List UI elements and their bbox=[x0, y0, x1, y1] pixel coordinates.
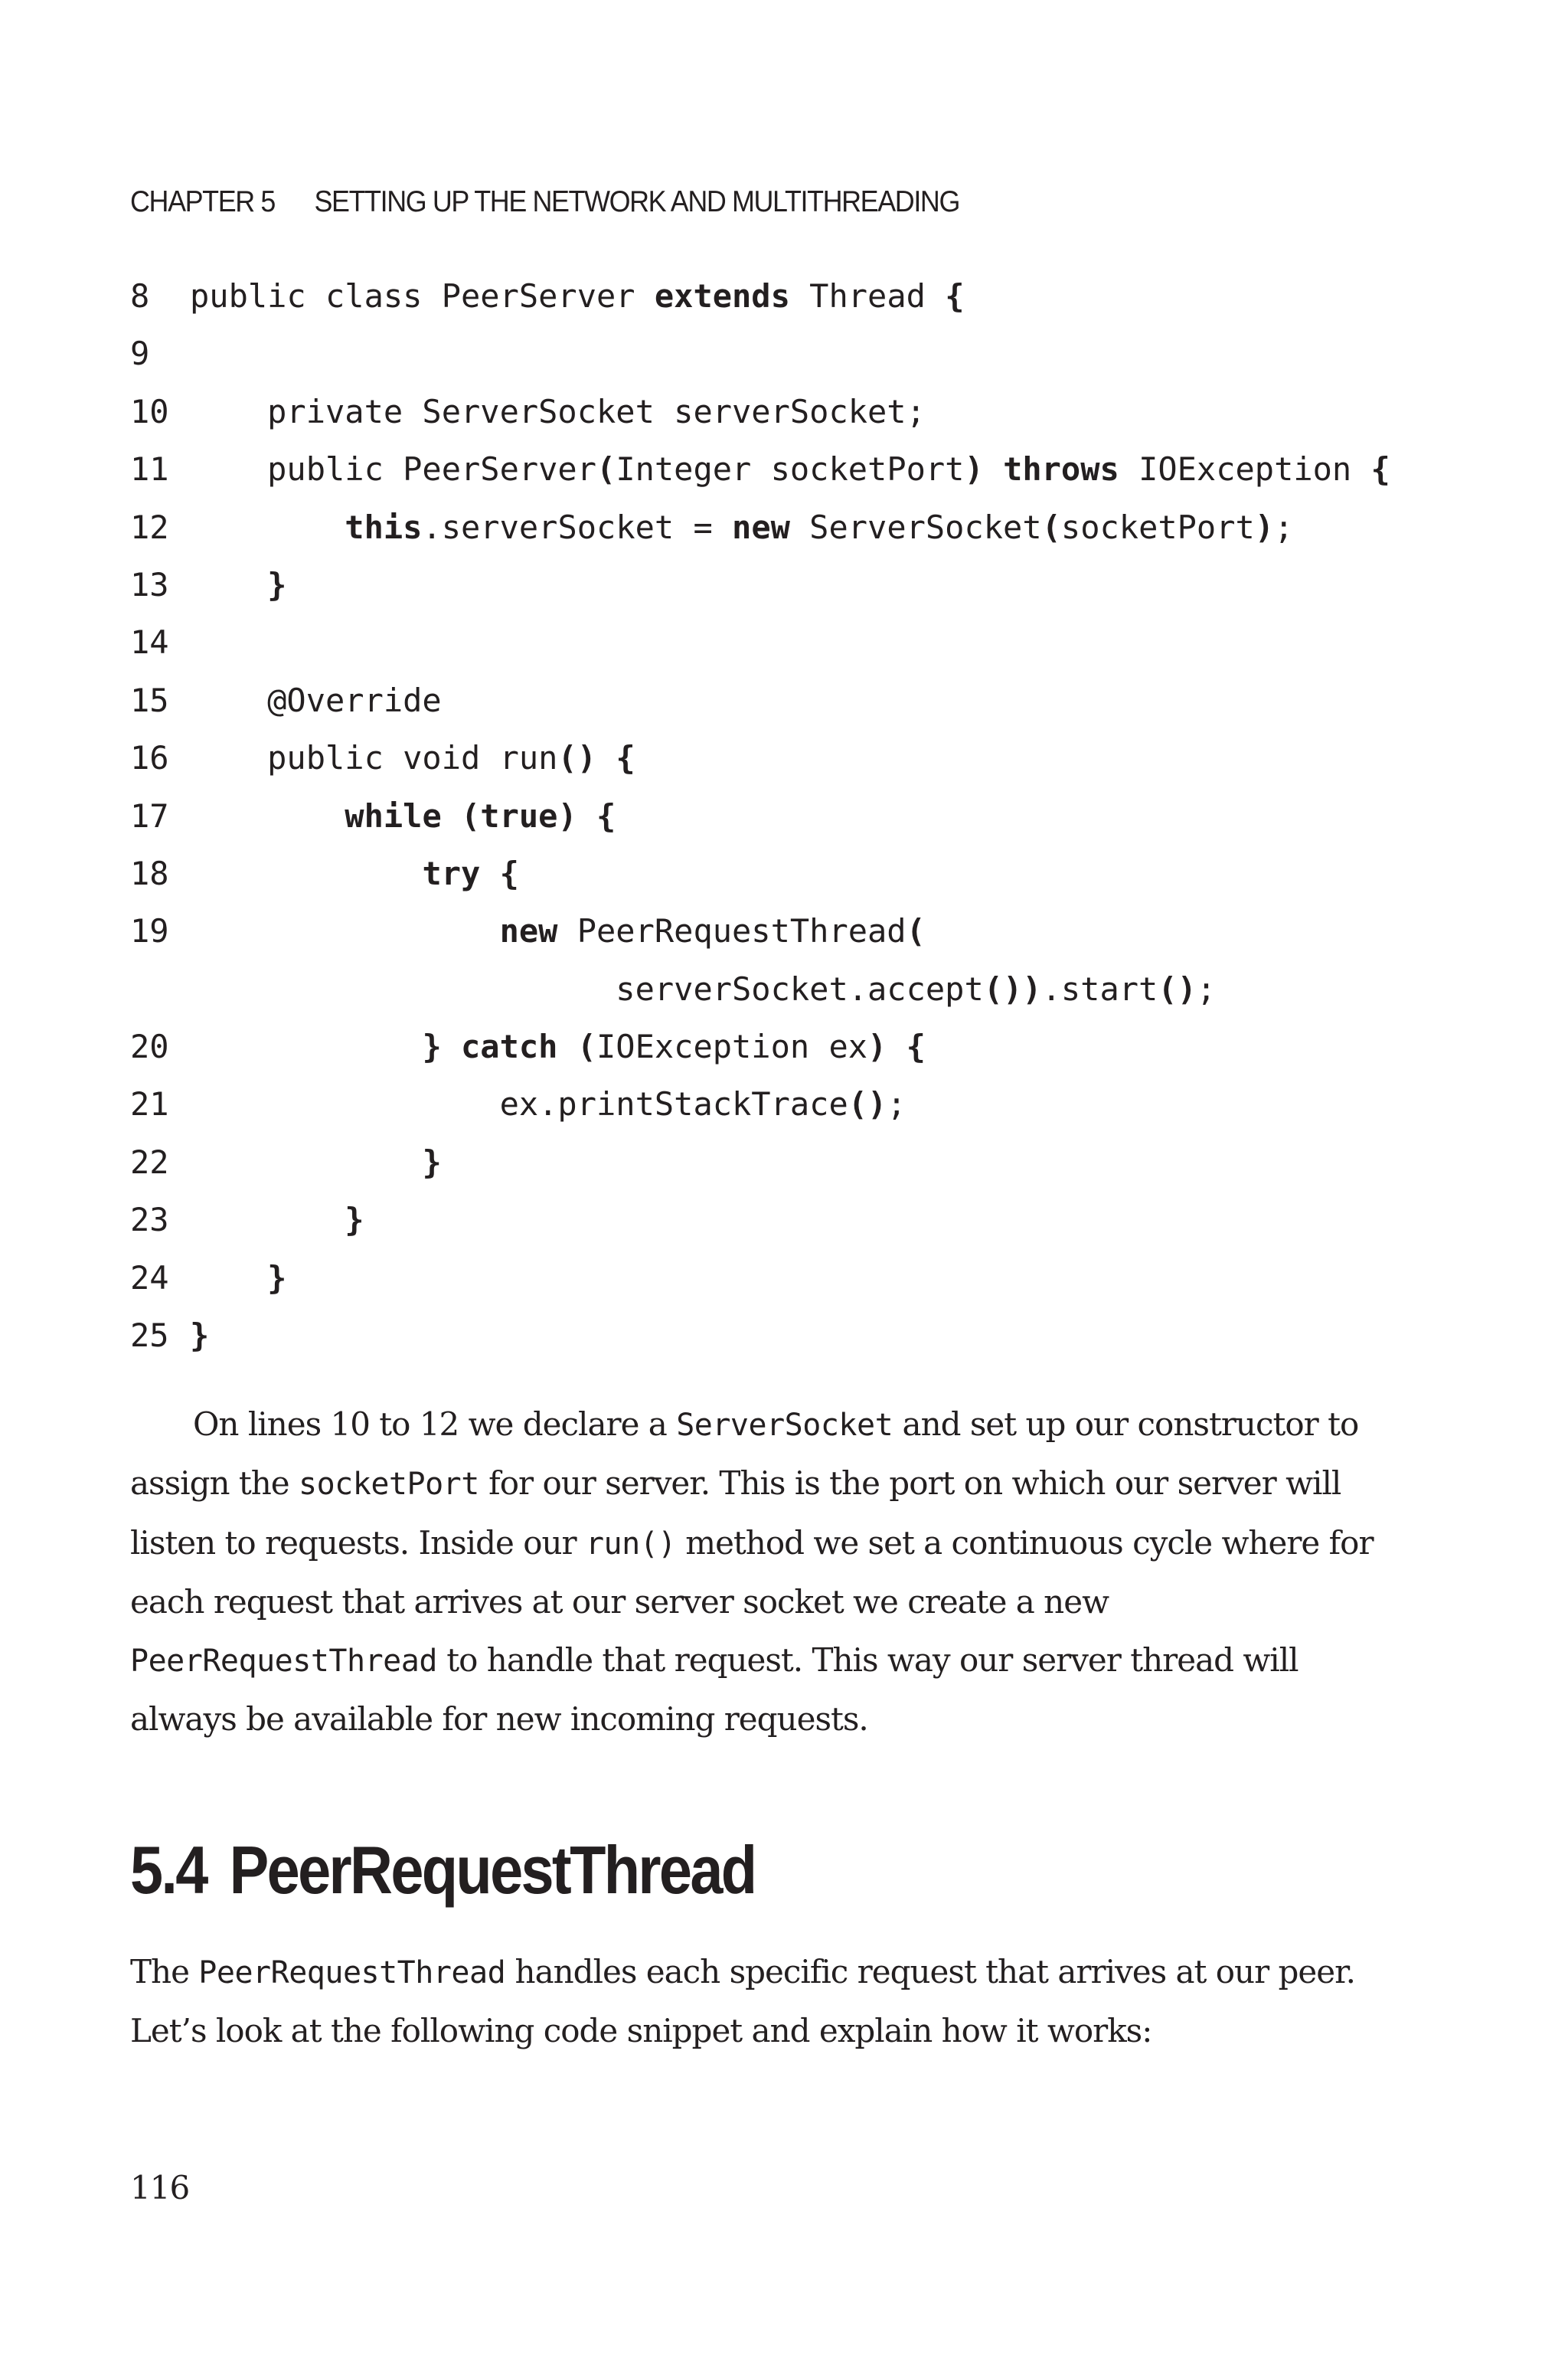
code-keyword: ) bbox=[1254, 508, 1275, 546]
code-text bbox=[190, 566, 267, 603]
line-number: 15 bbox=[130, 681, 169, 719]
code-keyword: } bbox=[267, 565, 287, 603]
code-line bbox=[130, 966, 1447, 1023]
code-keyword: ( bbox=[1041, 508, 1061, 546]
code-keyword: ()) bbox=[983, 970, 1042, 1008]
code-keyword: } bbox=[267, 1258, 287, 1297]
inline-code: ServerSocket bbox=[676, 1408, 893, 1443]
line-number: 11 bbox=[130, 450, 169, 489]
line-number: 18 bbox=[130, 854, 169, 892]
code-text bbox=[190, 1143, 422, 1181]
code-text: Integer socketPort bbox=[616, 450, 965, 489]
line-number: 12 bbox=[130, 508, 169, 546]
code-text: public void run bbox=[190, 739, 558, 777]
code-text: ; bbox=[1196, 970, 1217, 1008]
line-number: 8 bbox=[130, 277, 150, 315]
line-number: 14 bbox=[130, 623, 169, 662]
line-number: 16 bbox=[130, 739, 169, 777]
code-keyword: } catch ( bbox=[422, 1028, 597, 1066]
code-text: .start bbox=[1041, 970, 1158, 1008]
code-line bbox=[130, 504, 1447, 561]
code-line bbox=[130, 734, 1447, 792]
code-keyword: } bbox=[345, 1201, 364, 1239]
code-text bbox=[190, 1259, 267, 1297]
code-text bbox=[190, 1028, 422, 1065]
paragraph-text: for our server. This is the port on which our server will listen to requests. Inside our bbox=[130, 1464, 1341, 1562]
paragraph-text: handles each specific request that arrives at our peer. Let’s look at the following code snippet and explain how it works: bbox=[130, 1953, 1355, 2050]
line-number: 25 bbox=[130, 1317, 169, 1355]
chapter-title: SETTING UP THE NETWORK AND MULTITHREADING bbox=[314, 185, 959, 218]
line-number: 17 bbox=[130, 796, 169, 835]
code-keyword: ) { bbox=[867, 1028, 926, 1066]
code-keyword: () bbox=[557, 739, 597, 777]
code-text: @Override bbox=[190, 681, 442, 719]
code-text: private ServerSocket serverSocket; bbox=[190, 392, 926, 430]
paragraph-text: The bbox=[130, 1953, 199, 1990]
code-line bbox=[130, 1196, 1447, 1254]
code-line bbox=[130, 330, 1447, 388]
code-text: .serverSocket = bbox=[422, 508, 733, 546]
code-line bbox=[130, 388, 1447, 446]
paragraph-text: and set up our constructor to assign the bbox=[130, 1405, 1359, 1503]
code-line bbox=[130, 1081, 1447, 1138]
code-keyword: throws bbox=[1003, 450, 1119, 489]
line-number: 24 bbox=[130, 1258, 169, 1297]
code-line bbox=[130, 793, 1447, 850]
page-number: 116 bbox=[130, 2169, 190, 2206]
code-line bbox=[130, 619, 1447, 676]
line-number: 20 bbox=[130, 1028, 169, 1066]
code-text: socketPort bbox=[1060, 508, 1255, 546]
code-line bbox=[130, 1139, 1447, 1196]
running-header bbox=[130, 185, 959, 219]
code-text: PeerRequestThread bbox=[557, 912, 906, 950]
code-text: serverSocket.accept bbox=[190, 970, 984, 1008]
code-keyword: extends bbox=[654, 277, 790, 315]
code-keyword: { bbox=[1370, 450, 1390, 489]
code-text: ; bbox=[887, 1085, 906, 1124]
code-text bbox=[190, 912, 500, 950]
line-number: 21 bbox=[130, 1085, 169, 1124]
code-keyword: try { bbox=[422, 854, 519, 892]
code-text: IOException ex bbox=[596, 1028, 868, 1066]
code-text bbox=[190, 1201, 345, 1238]
code-line bbox=[130, 446, 1447, 503]
code-text: public PeerServer bbox=[190, 450, 597, 489]
code-keyword: { bbox=[616, 739, 635, 777]
code-keyword: ( bbox=[596, 450, 616, 489]
code-text: ex.printStackTrace bbox=[190, 1085, 848, 1124]
section-heading bbox=[130, 1832, 755, 1909]
code-line bbox=[130, 850, 1447, 908]
line-number: 13 bbox=[130, 565, 169, 603]
section-title: PeerRequestThread bbox=[229, 1832, 756, 1908]
line-number: 9 bbox=[130, 335, 150, 373]
code-line bbox=[130, 908, 1447, 965]
code-line bbox=[130, 677, 1447, 734]
section-number: 5.4 bbox=[130, 1832, 207, 1908]
code-keyword: } bbox=[422, 1143, 442, 1181]
code-listing bbox=[130, 273, 1447, 1369]
code-text: IOException bbox=[1119, 450, 1371, 489]
code-keyword: () bbox=[848, 1085, 887, 1124]
code-keyword: } bbox=[190, 1317, 210, 1355]
paragraph-text: method we set a continuous cycle where for each request that arrives at our server socket we create a new bbox=[130, 1523, 1374, 1621]
code-keyword: ) bbox=[964, 450, 984, 489]
line-number: 23 bbox=[130, 1201, 169, 1239]
code-text: ServerSocket bbox=[789, 508, 1042, 546]
body-paragraph-2 bbox=[130, 1943, 1393, 2060]
inline-code: PeerRequestThread bbox=[198, 1955, 506, 1990]
code-text: ; bbox=[1274, 508, 1294, 546]
code-keyword: new bbox=[499, 912, 558, 950]
code-keyword: ( bbox=[906, 912, 926, 950]
body-paragraph-1 bbox=[130, 1395, 1393, 1748]
code-keyword: this bbox=[345, 508, 423, 546]
code-keyword: while (true) { bbox=[345, 796, 616, 835]
line-number: 10 bbox=[130, 392, 169, 430]
chapter-label: CHAPTER 5 bbox=[130, 185, 275, 218]
code-line bbox=[130, 1023, 1447, 1081]
code-text bbox=[984, 450, 1003, 488]
inline-code: PeerRequestThread bbox=[130, 1643, 437, 1679]
paragraph-text: On lines 10 to 12 we declare a bbox=[193, 1405, 677, 1443]
code-keyword: { bbox=[945, 277, 965, 315]
code-text: Thread bbox=[789, 277, 946, 315]
code-line bbox=[130, 1254, 1447, 1312]
code-line bbox=[130, 1312, 1447, 1369]
code-line bbox=[130, 273, 1447, 330]
code-text bbox=[596, 739, 616, 777]
line-number: 22 bbox=[130, 1143, 169, 1181]
inline-code: run() bbox=[585, 1526, 676, 1562]
code-text: public class PeerServer bbox=[190, 277, 655, 315]
paragraph-text: to handle that request. This way our server thread will always be available for new incoming requests. bbox=[130, 1640, 1298, 1739]
code-text bbox=[190, 855, 422, 892]
code-text bbox=[190, 509, 345, 546]
code-keyword: () bbox=[1158, 970, 1197, 1008]
line-number: 19 bbox=[130, 912, 169, 950]
code-keyword: new bbox=[732, 508, 790, 546]
code-text bbox=[190, 797, 345, 835]
inline-code: socketPort bbox=[299, 1467, 479, 1503]
code-line bbox=[130, 561, 1447, 619]
